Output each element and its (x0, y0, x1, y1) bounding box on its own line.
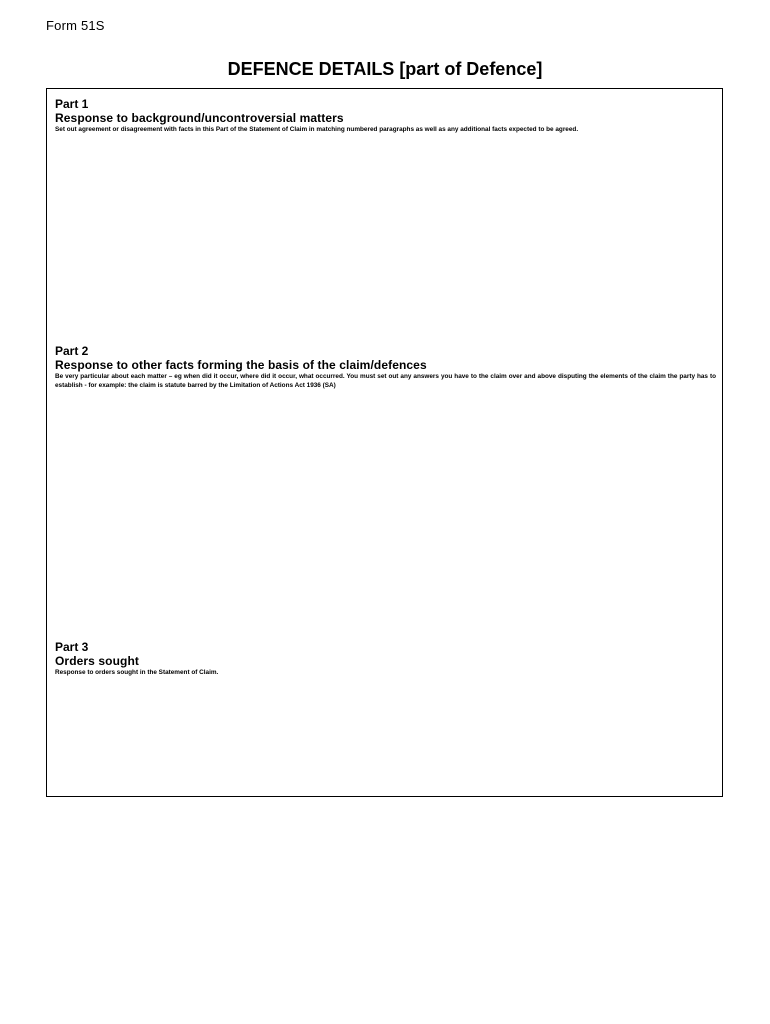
part-1-section (55, 97, 716, 134)
part-3-instructions: Response to orders sought in the Statement of Claim. (55, 669, 219, 676)
document-title: DEFENCE DETAILS [part of Defence] (227, 59, 543, 79)
part-3-number: Part 3 (55, 640, 89, 654)
part-3-heading: Orders sought (55, 654, 139, 668)
part-1-instructions: Set out agreement or disagreement with facts in this Part of the Statement of Claim in matching numbered paragraphs as well as any additional facts expected to be agreed. (55, 126, 579, 133)
part-2-number: Part 2 (55, 344, 89, 358)
part-2-instructions: Be very particular about each matter – eg when did it occur, where did it occur, what occurred. You must set out any answers you have to the claim over and above disputing the elements of the claim the party has to establish - for example: the claim is statute barred by the Limitation of Actions Act 1936 (SA) (55, 373, 716, 389)
form-number: Form 51S (46, 18, 105, 33)
part-1-heading: Response to background/uncontroversial matters (55, 111, 344, 125)
part-3-section (55, 640, 716, 677)
part-2-heading: Response to other facts forming the basis of the claim/defences (55, 358, 427, 372)
part-2-section (55, 344, 716, 390)
defence-details-box (46, 88, 723, 797)
part-1-number: Part 1 (55, 97, 89, 111)
